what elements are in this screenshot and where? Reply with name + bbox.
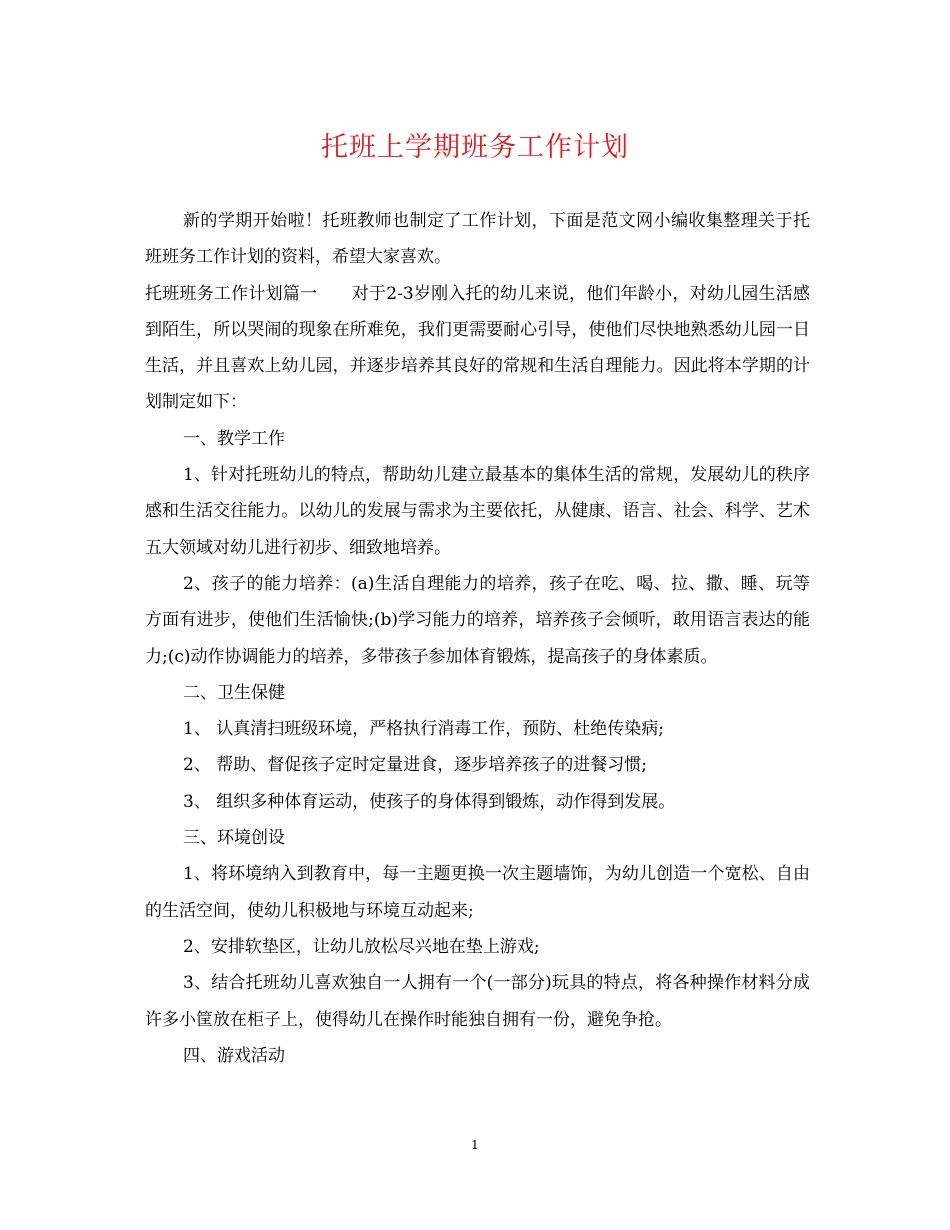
paragraph-environment-2: 2、安排软垫区，让幼儿放松尽兴地在垫上游戏; <box>183 936 540 957</box>
document-body <box>145 203 810 1074</box>
section-heading-health: 二、卫生保健 <box>183 682 285 703</box>
paragraph-health-1: 1、 认真清扫班级环境，严格执行消毒工作，预防、杜绝传染病; <box>183 719 664 740</box>
paragraph-teaching-2: 2、孩子的能力培养：(a)生活自理能力的培养，孩子在吃、喝、拉、撒、睡、玩等方面有进步，使他们生活愉快;(b)学习能力的培养，培养孩子会倾听，敢用语言表达的能力;(c)动作协调能力的培养，多带孩子参加体育锻炼，提高孩子的身体素质。 <box>145 573 810 667</box>
paragraph-intro: 新的学期开始啦！托班教师也制定了工作计划，下面是范文网小编收集整理关于托班班务工作计划的资料，希望大家喜欢。 <box>145 211 810 268</box>
page-title: 托班上学期班务工作计划 <box>321 132 629 163</box>
page-number: 1 <box>471 1138 479 1152</box>
section-heading-games: 四、游戏活动 <box>183 1045 285 1066</box>
paragraph-health-2: 2、 帮助、督促孩子定时定量进食，逐步培养孩子的进餐习惯; <box>183 755 647 776</box>
paragraph-health-3: 3、 组织多种体育运动，使孩子的身体得到锻炼，动作得到发展。 <box>183 791 676 812</box>
paragraph-environment-3: 3、结合托班幼儿喜欢独自一人拥有一个(一部分)玩具的特点，将各种操作材料分成许多小筐放在柜子上，使得幼儿在操作时能独自拥有一份，避免争抢。 <box>145 973 810 1030</box>
section-heading-teaching: 一、教学工作 <box>183 428 285 449</box>
paragraph-teaching-1: 1、针对托班幼儿的特点，帮助幼儿建立最基本的集体生活的常规，发展幼儿的秩序感和生活交往能力。以幼儿的发展与需求为主要依托，从健康、语言、社会、科学、艺术五大领域对幼儿进行初步、细致地培养。 <box>145 465 810 558</box>
section-heading-environment: 三、环境创设 <box>183 828 285 849</box>
paragraph-environment-1: 1、将环境纳入到教育中，每一主题更换一次主题墙饰，为幼儿创造一个宽松、自由的生活空间，使幼儿积极地与环境互动起来; <box>145 864 810 921</box>
paragraph-plan-intro: 托班班务工作计划篇一 对于2-3岁刚入托的幼儿来说，他们年龄小，对幼儿园生活感到陌生，所以哭闹的现象在所难免，我们更需要耐心引导，使他们尽快地熟悉幼儿园一日生活，并且喜欢上幼儿园，并逐步培养其良好的常规和生活自理能力。因此将本学期的计划制定如下： <box>145 283 810 413</box>
